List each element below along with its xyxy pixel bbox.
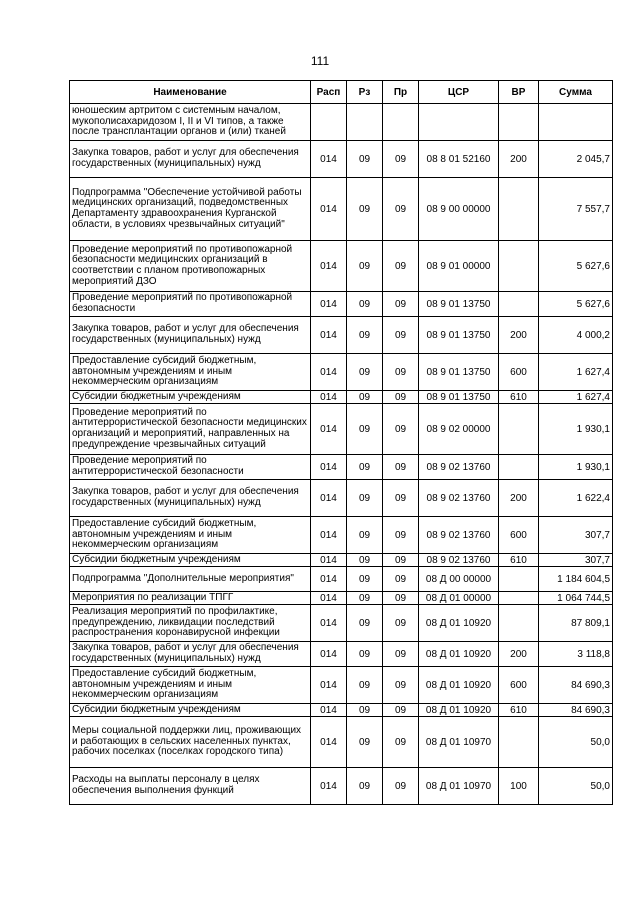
cell-sum: 1 627,4: [539, 391, 613, 404]
cell-sum: 2 045,7: [539, 141, 613, 178]
cell-csr: 08 Д 01 10920: [419, 642, 499, 667]
cell-rz: 09: [347, 404, 383, 455]
header-rz: Рз: [347, 81, 383, 104]
cell-csr: 08 Д 00 00000: [419, 567, 499, 592]
cell-pr: 09: [383, 605, 419, 642]
header-csr: ЦСР: [419, 81, 499, 104]
cell-name: Подпрограмма "Дополнительные мероприятия": [70, 567, 311, 592]
cell-rz: 09: [347, 768, 383, 805]
cell-pr: 09: [383, 455, 419, 480]
cell-vr: [499, 104, 539, 141]
cell-rasp: 014: [311, 704, 347, 717]
cell-rasp: 014: [311, 517, 347, 554]
cell-name: Подпрограмма "Обеспечение устойчивой работы медицинских организаций, подведомственных Департаменту здравоохранения Курганской области, в условиях чрезвычайных ситуаций": [70, 178, 311, 241]
table-row: [70, 704, 613, 717]
cell-rasp: 014: [311, 292, 347, 317]
cell-rasp: 014: [311, 667, 347, 704]
cell-pr: 09: [383, 667, 419, 704]
cell-csr: 08 Д 01 10970: [419, 717, 499, 768]
cell-pr: 09: [383, 768, 419, 805]
cell-sum: 1 930,1: [539, 455, 613, 480]
cell-rz: 09: [347, 480, 383, 517]
cell-vr: [499, 717, 539, 768]
table-row: [70, 104, 613, 141]
cell-rasp: 014: [311, 768, 347, 805]
cell-csr: 08 Д 01 10920: [419, 667, 499, 704]
cell-vr: 200: [499, 317, 539, 354]
cell-name: Мероприятия по реализации ТПГГ: [70, 592, 311, 605]
table-header-row: [70, 81, 613, 104]
cell-csr: [419, 104, 499, 141]
cell-pr: 09: [383, 704, 419, 717]
cell-vr: 610: [499, 554, 539, 567]
table-row: [70, 517, 613, 554]
table-row: [70, 292, 613, 317]
header-name: Наименование: [70, 81, 311, 104]
cell-rasp: 014: [311, 567, 347, 592]
cell-vr: [499, 455, 539, 480]
budget-table: [69, 80, 613, 805]
cell-rasp: 014: [311, 455, 347, 480]
cell-rasp: 014: [311, 317, 347, 354]
cell-pr: 09: [383, 480, 419, 517]
cell-pr: 09: [383, 354, 419, 391]
cell-rz: 09: [347, 517, 383, 554]
cell-pr: 09: [383, 642, 419, 667]
table-row: [70, 667, 613, 704]
cell-csr: 08 Д 01 10970: [419, 768, 499, 805]
cell-rz: 09: [347, 178, 383, 241]
table-row: [70, 241, 613, 292]
cell-pr: 09: [383, 717, 419, 768]
cell-pr: 09: [383, 567, 419, 592]
cell-name: Закупка товаров, работ и услуг для обеспечения государственных (муниципальных) нужд: [70, 642, 311, 667]
cell-sum: 7 557,7: [539, 178, 613, 241]
cell-csr: 08 9 01 00000: [419, 241, 499, 292]
cell-vr: [499, 567, 539, 592]
cell-pr: 09: [383, 292, 419, 317]
cell-vr: [499, 605, 539, 642]
cell-vr: [499, 592, 539, 605]
cell-sum: 4 000,2: [539, 317, 613, 354]
cell-pr: 09: [383, 141, 419, 178]
cell-sum: 307,7: [539, 554, 613, 567]
cell-rasp: 014: [311, 241, 347, 292]
table-row: [70, 141, 613, 178]
cell-vr: 200: [499, 642, 539, 667]
cell-rasp: 014: [311, 554, 347, 567]
cell-csr: 08 9 02 13760: [419, 554, 499, 567]
cell-name: Проведение мероприятий по противопожарной безопасности: [70, 292, 311, 317]
cell-pr: 09: [383, 554, 419, 567]
header-pr: Пр: [383, 81, 419, 104]
cell-name: Субсидии бюджетным учреждениям: [70, 554, 311, 567]
cell-rz: 09: [347, 141, 383, 178]
cell-vr: 600: [499, 517, 539, 554]
cell-name: Меры социальной поддержки лиц, проживающих и работающих в сельских населенных пунктах, рабочих поселках (поселках городского типа): [70, 717, 311, 768]
cell-csr: 08 9 02 13760: [419, 480, 499, 517]
table-row: [70, 592, 613, 605]
cell-sum: 307,7: [539, 517, 613, 554]
cell-pr: 09: [383, 404, 419, 455]
cell-sum: 50,0: [539, 717, 613, 768]
cell-vr: 200: [499, 480, 539, 517]
table-row: [70, 354, 613, 391]
table-row: [70, 554, 613, 567]
cell-name: Закупка товаров, работ и услуг для обеспечения государственных (муниципальных) нужд: [70, 317, 311, 354]
cell-rasp: 014: [311, 354, 347, 391]
cell-rasp: 014: [311, 605, 347, 642]
cell-vr: [499, 292, 539, 317]
cell-vr: 610: [499, 704, 539, 717]
cell-csr: 08 9 01 13750: [419, 292, 499, 317]
cell-name: Проведение мероприятий по антитеррористической безопасности медицинских организаций и мероприятий, направленных на предупреждение чрезвычайных ситуаций: [70, 404, 311, 455]
cell-vr: 200: [499, 141, 539, 178]
cell-rasp: 014: [311, 717, 347, 768]
cell-name: Расходы на выплаты персоналу в целях обеспечения выполнения функций: [70, 768, 311, 805]
cell-pr: [383, 104, 419, 141]
table-row: [70, 605, 613, 642]
cell-sum: 1 930,1: [539, 404, 613, 455]
table-row: [70, 455, 613, 480]
cell-vr: [499, 241, 539, 292]
cell-pr: 09: [383, 241, 419, 292]
cell-rasp: 014: [311, 391, 347, 404]
cell-csr: 08 9 01 13750: [419, 317, 499, 354]
cell-name: Реализация мероприятий по профилактике, предупреждению, ликвидации последствий распространения коронавирусной инфекции: [70, 605, 311, 642]
cell-csr: 08 Д 01 10920: [419, 605, 499, 642]
cell-sum: 5 627,6: [539, 292, 613, 317]
table-row: [70, 717, 613, 768]
table-row: [70, 317, 613, 354]
cell-sum: 1 184 604,5: [539, 567, 613, 592]
cell-name: Предоставление субсидий бюджетным, автономным учреждениям и иным некоммерческим организациям: [70, 354, 311, 391]
cell-rz: 09: [347, 704, 383, 717]
cell-name: Предоставление субсидий бюджетным, автономным учреждениям и иным некоммерческим организациям: [70, 517, 311, 554]
cell-csr: 08 9 01 13750: [419, 354, 499, 391]
cell-rz: 09: [347, 567, 383, 592]
cell-vr: 600: [499, 667, 539, 704]
page-number: 111: [310, 54, 330, 68]
cell-vr: 600: [499, 354, 539, 391]
cell-sum: 1 627,4: [539, 354, 613, 391]
cell-pr: 09: [383, 391, 419, 404]
cell-rz: 09: [347, 554, 383, 567]
cell-name: Предоставление субсидий бюджетным, автономным учреждениям и иным некоммерческим организациям: [70, 667, 311, 704]
cell-name: Проведение мероприятий по противопожарной безопасности медицинских организаций в соответствии с планом противопожарных мероприятий ДЗО: [70, 241, 311, 292]
cell-rz: [347, 104, 383, 141]
cell-vr: [499, 404, 539, 455]
cell-name: юношеским артритом с системным началом, мукополисахаридозом I, II и VI типов, а также после трансплантации органов и (или) тканей: [70, 104, 311, 141]
cell-csr: 08 9 00 00000: [419, 178, 499, 241]
cell-csr: 08 Д 01 00000: [419, 592, 499, 605]
cell-rz: 09: [347, 667, 383, 704]
cell-rz: 09: [347, 241, 383, 292]
cell-rasp: 014: [311, 642, 347, 667]
cell-csr: 08 9 01 13750: [419, 391, 499, 404]
table-row: [70, 567, 613, 592]
table-row: [70, 391, 613, 404]
cell-pr: 09: [383, 178, 419, 241]
cell-name: Субсидии бюджетным учреждениям: [70, 704, 311, 717]
cell-sum: 5 627,6: [539, 241, 613, 292]
cell-rasp: [311, 104, 347, 141]
table-row: [70, 642, 613, 667]
cell-sum: 1 622,4: [539, 480, 613, 517]
header-sum: Сумма: [539, 81, 613, 104]
cell-rz: 09: [347, 642, 383, 667]
table-row: [70, 178, 613, 241]
cell-rz: 09: [347, 354, 383, 391]
header-rasp: Расп: [311, 81, 347, 104]
cell-rz: 09: [347, 292, 383, 317]
cell-rz: 09: [347, 455, 383, 480]
cell-sum: 3 118,8: [539, 642, 613, 667]
cell-vr: 100: [499, 768, 539, 805]
cell-sum: 84 690,3: [539, 704, 613, 717]
table-row: [70, 404, 613, 455]
cell-rz: 09: [347, 592, 383, 605]
cell-rasp: 014: [311, 404, 347, 455]
table-row: [70, 480, 613, 517]
cell-rasp: 014: [311, 178, 347, 241]
cell-csr: 08 9 02 13760: [419, 455, 499, 480]
cell-name: Закупка товаров, работ и услуг для обеспечения государственных (муниципальных) нужд: [70, 141, 311, 178]
cell-sum: 50,0: [539, 768, 613, 805]
cell-name: Закупка товаров, работ и услуг для обеспечения государственных (муниципальных) нужд: [70, 480, 311, 517]
cell-csr: 08 Д 01 10920: [419, 704, 499, 717]
cell-vr: [499, 178, 539, 241]
table-row: [70, 768, 613, 805]
cell-rz: 09: [347, 717, 383, 768]
header-vr: ВР: [499, 81, 539, 104]
cell-rz: 09: [347, 605, 383, 642]
cell-vr: 610: [499, 391, 539, 404]
cell-pr: 09: [383, 517, 419, 554]
cell-sum: 84 690,3: [539, 667, 613, 704]
cell-csr: 08 8 01 52160: [419, 141, 499, 178]
cell-sum: 1 064 744,5: [539, 592, 613, 605]
cell-csr: 08 9 02 13760: [419, 517, 499, 554]
cell-sum: [539, 104, 613, 141]
cell-rasp: 014: [311, 480, 347, 517]
cell-name: Проведение мероприятий по антитеррористической безопасности: [70, 455, 311, 480]
cell-rasp: 014: [311, 592, 347, 605]
cell-name: Субсидии бюджетным учреждениям: [70, 391, 311, 404]
cell-rz: 09: [347, 391, 383, 404]
cell-csr: 08 9 02 00000: [419, 404, 499, 455]
cell-rz: 09: [347, 317, 383, 354]
cell-sum: 87 809,1: [539, 605, 613, 642]
cell-pr: 09: [383, 592, 419, 605]
cell-pr: 09: [383, 317, 419, 354]
cell-rasp: 014: [311, 141, 347, 178]
